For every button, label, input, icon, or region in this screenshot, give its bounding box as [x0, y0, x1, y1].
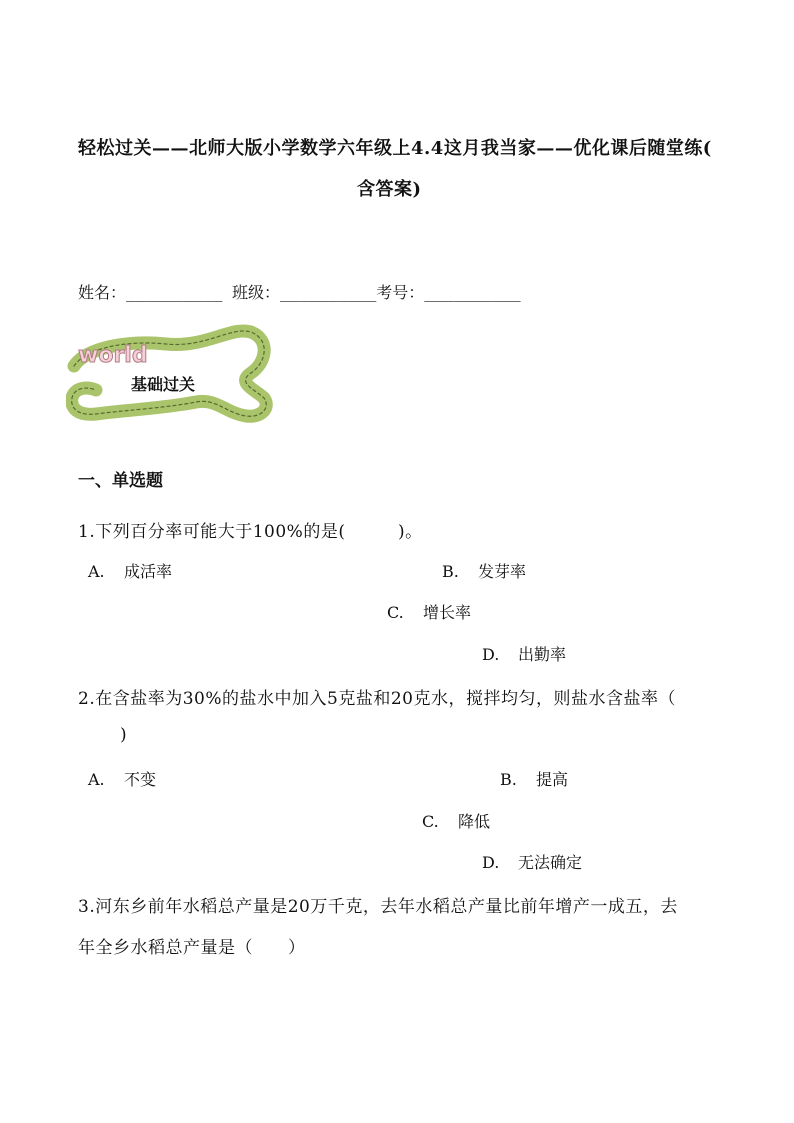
- q2-option-d[interactable]: [482, 850, 582, 873]
- q2-option-a[interactable]: [88, 767, 156, 790]
- q1-option-b[interactable]: [442, 559, 526, 582]
- option-letter: C.: [422, 812, 439, 831]
- option-letter: B.: [500, 770, 517, 789]
- title-line-2: 含答案): [357, 179, 422, 200]
- option-text: 发芽率: [478, 562, 527, 581]
- question-1: 1.下列百分率可能大于100%的是( )。: [78, 522, 423, 542]
- question-3: 3.河东乡前年水稻总产量是20万千克，去年水稻总产量比前年增产一成五，去: [78, 897, 678, 917]
- q1-option-d[interactable]: [482, 642, 566, 665]
- option-letter: B.: [442, 562, 459, 581]
- option-letter: C.: [387, 603, 404, 622]
- q1-option-c[interactable]: [387, 600, 471, 623]
- option-text: 降低: [458, 812, 491, 831]
- option-text: 出勤率: [518, 645, 567, 664]
- section-badge-label: 基础过关: [131, 375, 196, 394]
- badge-word: world: [78, 343, 148, 368]
- q1-option-a[interactable]: [88, 559, 172, 582]
- option-letter: A.: [88, 562, 105, 581]
- option-letter: D.: [482, 645, 500, 664]
- option-text: 无法确定: [518, 853, 583, 872]
- question-3-cont: 年全乡水稻总产量是（ ）: [78, 938, 306, 958]
- option-text: 增长率: [423, 603, 472, 622]
- question-2-cont: ): [120, 725, 128, 745]
- option-letter: D.: [482, 853, 500, 872]
- q2-option-b[interactable]: [500, 767, 568, 790]
- option-text: 不变: [124, 770, 157, 789]
- question-2: 2.在含盐率为30%的盐水中加入5克盐和20克水，搅拌均匀，则盐水含盐率（: [78, 689, 676, 709]
- q2-option-c[interactable]: [422, 809, 490, 832]
- title-line-1: 轻松过关——北师大版小学数学六年级上4.4这月我当家——优化课后随堂练(: [78, 138, 712, 159]
- option-text: 提高: [536, 770, 569, 789]
- option-text: 成活率: [124, 562, 173, 581]
- student-info-line: 姓名：__________ 班级：__________考号：__________: [78, 283, 521, 302]
- section-heading: 一、单选题: [78, 471, 163, 491]
- option-letter: A.: [88, 770, 105, 789]
